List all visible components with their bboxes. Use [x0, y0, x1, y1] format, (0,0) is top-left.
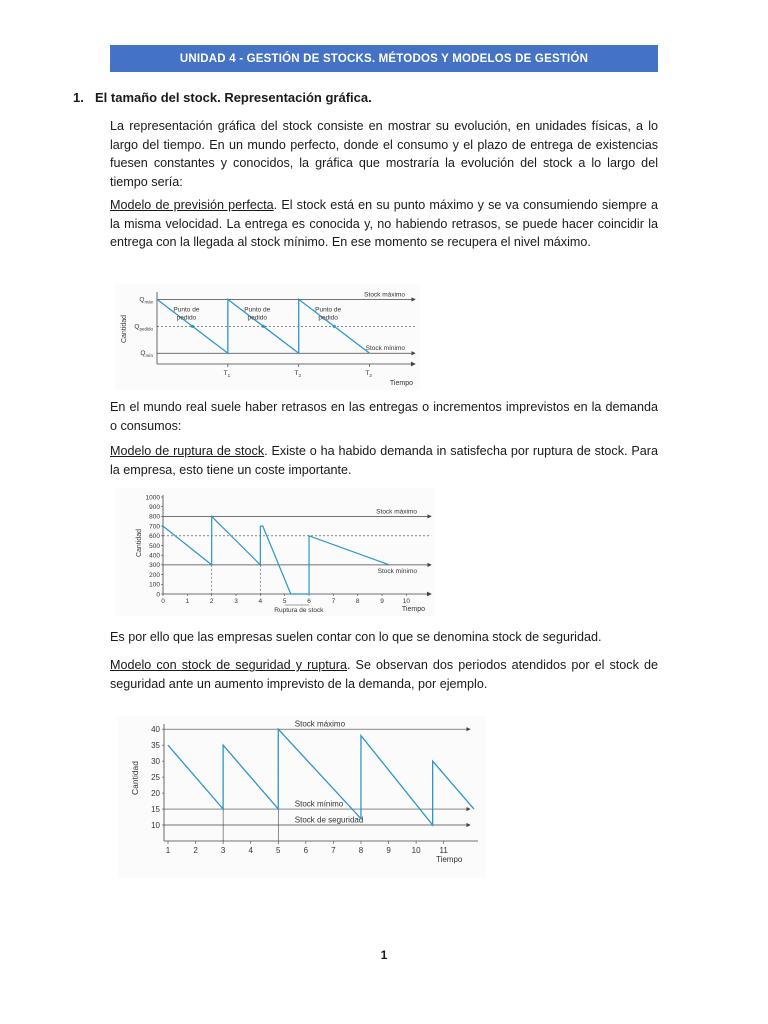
- order-point: [191, 325, 194, 328]
- x-tick-label: 6: [303, 846, 309, 855]
- rupture-model-text: . Existe o ha habido demanda in satisfecha por ruptura de stock. Para la empresa, esto tiene un coste importante.: [110, 444, 658, 477]
- order-point: [262, 325, 265, 328]
- y-axis-label: Cantidad: [121, 314, 128, 344]
- y-tick-label: 0: [156, 591, 160, 599]
- order-point-label: pedido: [176, 314, 197, 322]
- section-number: 1.: [73, 90, 84, 105]
- y-tick-label: 300: [149, 562, 160, 570]
- perfect-forecast-chart: [115, 284, 420, 390]
- y-tick-label: 35: [151, 740, 160, 750]
- y-tick-label: 600: [149, 533, 160, 541]
- x-tick-label: 5: [282, 598, 287, 605]
- x-tick-label: $T_1$: [223, 370, 231, 378]
- y-tick-label: 1000: [145, 494, 160, 502]
- y-tick-label: 200: [149, 571, 160, 579]
- y-tick-label: 40: [151, 724, 160, 734]
- y-tick-label: 10: [151, 820, 160, 830]
- safety-model-term: Modelo con stock de seguridad y ruptura: [110, 658, 347, 672]
- y-axis-label: Cantidad: [130, 760, 140, 796]
- x-tick-label: 4: [258, 598, 263, 605]
- order-point-label: Punto de: [244, 306, 271, 314]
- x-tick-label: 2: [209, 598, 214, 605]
- order-point-label: pedido: [247, 314, 268, 322]
- section-title-text: El tamaño del stock. Representación gráfica.: [95, 90, 372, 105]
- page-number: 1: [380, 948, 388, 962]
- section-heading: [73, 90, 372, 105]
- x-tick-label: 11: [439, 846, 448, 855]
- x-axis-label: Tiempo: [389, 380, 413, 387]
- y-tick-label: 700: [149, 523, 160, 531]
- x-axis-label: Tiempo: [401, 606, 425, 613]
- reference-line-label: Stock mínimo: [365, 345, 405, 353]
- unit-banner: UNIDAD 4 - GESTIÓN DE STOCKS. MÉTODOS Y MODELOS DE GESTIÓN: [110, 45, 658, 72]
- order-point-label: Punto de: [173, 306, 200, 314]
- reference-line-label: Stock de seguridad: [294, 815, 364, 825]
- x-tick-label: 3: [220, 846, 226, 855]
- x-tick-label: 4: [248, 846, 253, 855]
- y-tick-label: 25: [151, 772, 160, 782]
- y-axis-label: Cantidad: [136, 528, 143, 558]
- y-level-label: $Q_{máx}$: [139, 296, 153, 305]
- x-tick-label: 1: [185, 598, 190, 605]
- rupture-model-paragraph: [110, 442, 658, 479]
- rupture-label: Ruptura de stock: [274, 607, 324, 614]
- x-tick-label: 8: [355, 598, 360, 605]
- x-tick-label: 10: [411, 846, 421, 855]
- reference-line-label: Stock máximo: [294, 719, 346, 729]
- x-tick-label: $T_2$: [294, 370, 301, 378]
- x-tick-label: 2: [193, 846, 198, 855]
- x-tick-label: $T_3$: [365, 370, 372, 378]
- x-tick-label: 7: [331, 598, 336, 605]
- x-tick-label: 3: [234, 598, 238, 605]
- perfect-model-text: . El stock está en su punto máximo y se va consumiendo siempre a la misma velocidad. La entrega es conocida y, no habiendo retrasos, se puede hacer coincidir la entrega con la llegada al stock mínimo. En ese momento se recupera el nivel máximo.: [110, 198, 658, 249]
- order-point-label: pedido: [318, 314, 338, 322]
- x-tick-label: 9: [380, 598, 384, 605]
- y-level-label: $Q_{pedido}$: [134, 323, 153, 332]
- order-point: [333, 325, 336, 328]
- x-tick-label: 0: [161, 598, 165, 605]
- stock-line: [163, 516, 389, 594]
- x-tick-label: 7: [331, 846, 336, 855]
- reference-line-label: Stock mínimo: [377, 567, 417, 575]
- reference-line-label: Stock máximo: [364, 291, 405, 299]
- y-tick-label: 400: [149, 552, 160, 560]
- stock-rupture-chart: [115, 488, 435, 616]
- x-tick-label: 9: [386, 846, 391, 855]
- x-tick-label: 5: [276, 846, 281, 855]
- reference-line-label: Stock máximo: [376, 508, 417, 516]
- y-tick-label: 100: [149, 581, 160, 589]
- y-tick-label: 900: [149, 504, 160, 511]
- x-axis-label: Tiempo: [435, 855, 463, 864]
- safety-stock-intro-paragraph: Es por ello que las empresas suelen contar con lo que se denomina stock de seguridad.: [110, 630, 602, 644]
- safety-stock-chart: [118, 716, 486, 878]
- stock-line: [168, 729, 474, 825]
- y-tick-label: 500: [149, 542, 160, 550]
- reference-line-label: Stock mínimo: [294, 799, 344, 809]
- x-tick-label: 10: [402, 598, 411, 605]
- intro-paragraph: La representación gráfica del stock consiste en mostrar su evolución, en unidades físicas, a lo largo del tiempo. En un mundo perfecto, donde el consumo y el plazo de entrega de existencias fuesen constantes y conocidos, la gráfica que mostraría la evolución del stock a lo largo del tiempo sería:: [110, 119, 658, 189]
- perfect-model-term: Modelo de previsión perfecta: [110, 198, 274, 212]
- rupture-model-term: Modelo de ruptura de stock: [110, 444, 265, 458]
- safety-model-text: . Se observan dos periodos atendidos por el stock de seguridad ante un aumento imprevisto de la demanda, por ejemplo.: [110, 658, 658, 691]
- x-tick-label: 8: [358, 846, 364, 855]
- y-tick-label: 20: [151, 788, 160, 798]
- y-level-label: $Q_{mín}$: [140, 350, 153, 359]
- y-tick-label: 800: [149, 513, 160, 521]
- x-tick-label: 6: [307, 598, 311, 605]
- order-point-label: Punto de: [315, 306, 342, 314]
- real-world-paragraph: En el mundo real suele haber retrasos en las entregas o incrementos imprevistos en la demanda o consumos:: [110, 400, 658, 433]
- perfect-model-paragraph: [110, 196, 658, 252]
- x-tick-label: 1: [165, 846, 171, 855]
- safety-model-paragraph: [110, 656, 658, 693]
- y-tick-label: 15: [151, 804, 160, 814]
- y-tick-label: 30: [151, 756, 160, 766]
